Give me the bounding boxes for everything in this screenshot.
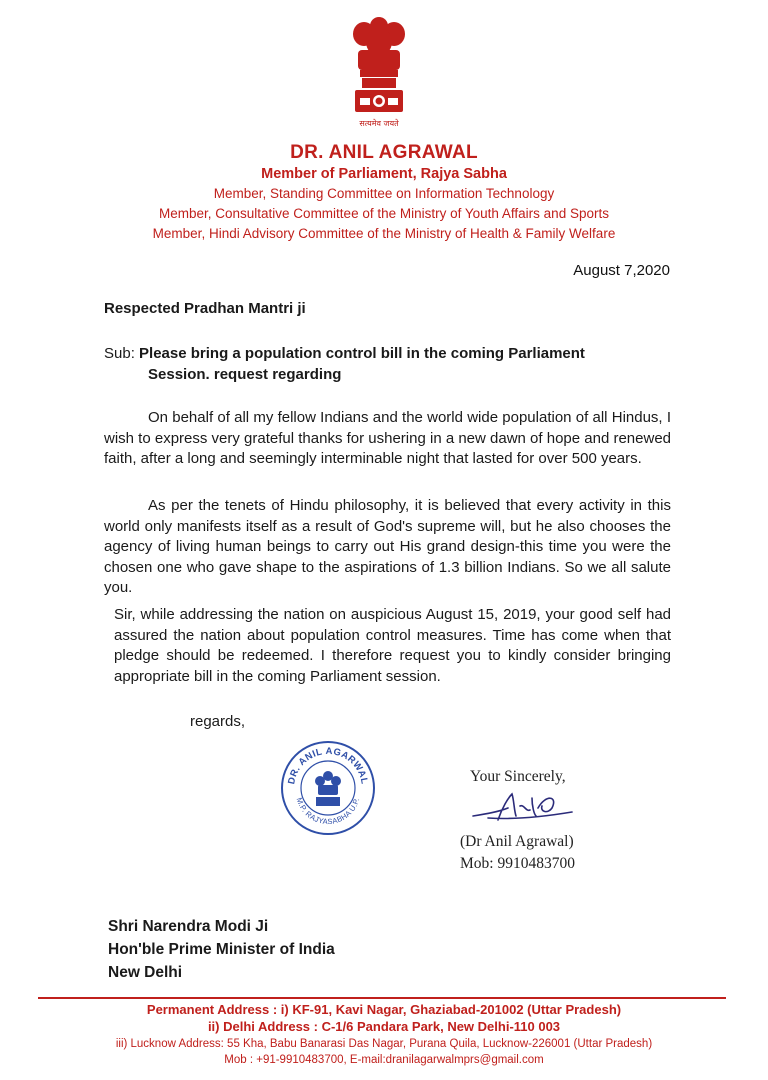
regards: regards,: [190, 713, 246, 730]
subject: [104, 343, 684, 385]
footer-lucknow-address: iii) Lucknow Address: 55 Kha, Babu Banarasi Das Nagar, Purana Quila, Lucknow-226001 (Uttar Pradesh): [115, 1038, 653, 1050]
closing-line: Your Sincerely,: [470, 768, 566, 785]
paragraph-text: On behalf of all my fellow Indians and the world wide population of all Hindus, I wish to express very grateful thanks for ushering in a new dawn of hope and renewed faith, after a long and seemingly interminable night that lasted for over 500 years.: [104, 409, 671, 467]
paragraph-text: As per the tenets of Hindu philosophy, it is believed that every activity in this world only manifests itself as a result of God's supreme will, but he also chooses the agency of living human beings to carry out His grand design-this time you were the chosen one who gave shape to the aspirations of 1.3 billion Indians. So we all salute you.: [104, 497, 671, 596]
letterhead-role: Member, Standing Committee on Information Technology: [213, 186, 555, 201]
footer-contact: Mob : +91-9910483700, E-mail:dranilagarwalmprs@gmail.com: [224, 1054, 544, 1066]
salutation: Respected Pradhan Mantri ji: [104, 300, 306, 317]
emblem-motto: सत्यमेव जयते: [359, 119, 399, 128]
letterhead-name: DR. ANIL AGRAWAL: [290, 142, 478, 163]
seal-top-text: DR. ANIL AGARWAL: [286, 745, 370, 786]
letterhead-role: Member, Consultative Committee of the Ministry of Youth Affairs and Sports: [159, 206, 609, 221]
paragraph-text: Sir, while addressing the nation on auspicious August 15, 2019, your good self had assured the nation about population control measures. Time has come when that pledge should be redeemed. I therefore request you to kindly consider bringing appropriate bill in the coming Parliament session.: [114, 606, 671, 685]
letterhead-role: Member, Hindi Advisory Committee of the Ministry of Health & Family Welfare: [152, 226, 616, 241]
addressee-title: Hon'ble Prime Minister of India: [108, 941, 335, 958]
body-paragraph: [104, 496, 671, 599]
body-paragraph: [104, 605, 671, 687]
subject-line: Please bring a population control bill in the coming Parliament: [139, 345, 585, 362]
seal-bottom-text: M.P. RAJYASABHA U.P.: [294, 796, 362, 827]
footer-delhi-address: ii) Delhi Address : C-1/6 Pandara Park, New Delhi-110 003: [207, 1019, 561, 1034]
signatory-mobile: Mob: 9910483700: [460, 855, 575, 872]
seal-emblem-icon: [315, 771, 341, 806]
official-seal-stamp: [280, 740, 376, 836]
signature-mark: [468, 786, 578, 826]
signatory-name: (Dr Anil Agrawal): [460, 833, 574, 850]
footer-permanent-address: Permanent Address : i) KF-91, Kavi Nagar, Ghaziabad-201002 (Uttar Pradesh): [146, 1002, 622, 1017]
subject-prefix: Sub:: [104, 345, 135, 362]
letterhead-designation: Member of Parliament, Rajya Sabha: [261, 166, 507, 182]
state-emblem-icon: [343, 12, 415, 132]
footer-divider: [38, 997, 726, 999]
addressee-city: New Delhi: [108, 964, 183, 981]
body-paragraph: [104, 408, 671, 470]
subject-line: Session. request regarding: [148, 366, 342, 383]
letter-date: August 7,2020: [573, 262, 670, 279]
addressee-name: Shri Narendra Modi Ji: [108, 918, 269, 935]
